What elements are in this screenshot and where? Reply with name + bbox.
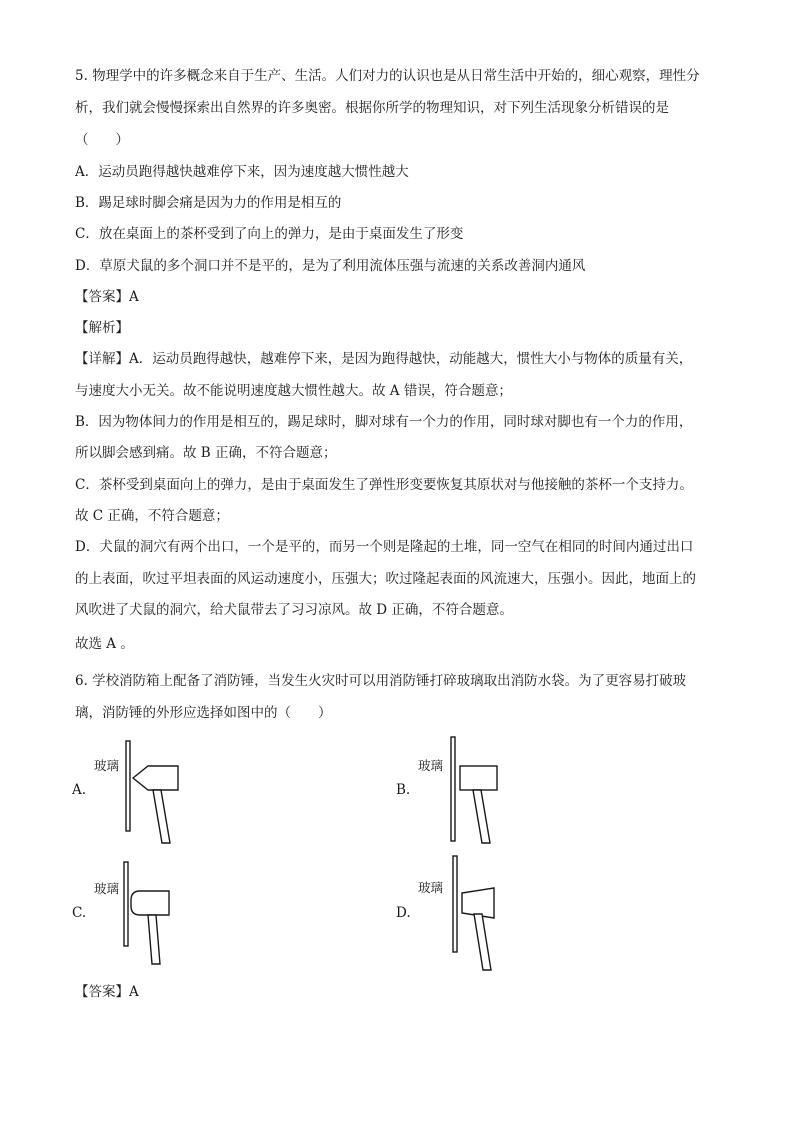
q5-stem-line-1: 5. 物理学中的许多概念来自于生产、生活。人们对力的认识也是从日常生活中开始的，细心观察，理性分 — [75, 68, 700, 84]
q5-detail-line-2: 与速度大小无关。故不能说明速度越大惯性越大。故 A 错误，符合题意； — [75, 383, 512, 399]
glass-label-d: 玻璃 — [418, 880, 444, 895]
q5-detail-line-6: 故 C 正确，不符合题意； — [75, 508, 229, 524]
figure-option-a — [70, 735, 220, 855]
hammer-flat-diagram — [394, 735, 544, 855]
q5-detail-line-10: 故选 A 。 — [75, 636, 134, 652]
figure-option-c — [70, 858, 220, 978]
figure-letter-d: D. — [396, 905, 411, 921]
q5-option-c: C．放在桌面上的茶杯受到了向上的弹力，是由于桌面发生了形变 — [75, 226, 464, 242]
q5-detail-line-8: 的上表面，吹过平坦表面的风运动速度小，压强大；吹过隆起表面的风流速大，压强小。因此，地面上的 — [75, 571, 696, 587]
figure-letter-a: A. — [72, 782, 87, 798]
hammer-rounded-diagram — [70, 858, 220, 978]
q5-detail-line-4: 所以脚会感到痛。故 B 正确，不符合题意； — [75, 445, 337, 461]
figure-letter-b: B. — [396, 782, 411, 798]
figure-option-d — [394, 852, 544, 972]
hammer-pointed-diagram — [70, 735, 220, 855]
hammer-trapezoid-diagram — [394, 852, 544, 972]
q5-option-a: A．运动员跑得越快越难停下来，因为速度越大惯性越大 — [75, 164, 409, 180]
q5-stem-line-2: 析，我们就会慢慢探索出自然界的许多奥密。根据你所学的物理知识，对下列生活现象分析错误的是 — [75, 100, 669, 116]
q5-option-d: D．草原犬鼠的多个洞口并不是平的，是为了利用流体压强与流速的关系改善洞内通风 — [75, 258, 586, 274]
q5-stem-line-3: （ ） — [75, 132, 129, 148]
q5-option-b: B．踢足球时脚会痛是因为力的作用是相互的 — [75, 195, 342, 211]
figure-letter-c: C. — [72, 905, 87, 921]
q6-stem-line-2: 璃，消防锤的外形应选择如图中的（ ） — [75, 705, 332, 721]
q5-detail-line-1: 【详解】A．运动员跑得越快，越难停下来，是因为跑得越快，动能越大，惯性大小与物体的质量有关， — [75, 351, 693, 367]
q5-answer: 【答案】A — [75, 289, 139, 305]
glass-label-c: 玻璃 — [94, 881, 120, 896]
q5-detail-line-7: D．犬鼠的洞穴有两个出口，一个是平的，而另一个则是隆起的土堆，同一空气在相同的时间内通过出口 — [75, 539, 694, 555]
q5-analysis-heading: 【解析】 — [75, 320, 129, 336]
figure-option-b — [394, 735, 544, 855]
q6-answer: 【答案】A — [75, 984, 139, 1000]
q6-stem-line-1: 6. 学校消防箱上配备了消防锤，当发生火灾时可以用消防锤打碎玻璃取出消防水袋。为了更容易打破玻 — [75, 673, 687, 689]
q5-detail-line-5: C．茶杯受到桌面向上的弹力，是由于桌面发生了弹性形变要恢复其原状对与他接触的茶杯一个支持力。 — [75, 477, 693, 493]
q5-detail-line-3: B．因为物体间力的作用是相互的，踢足球时，脚对球有一个力的作用，同时球对脚也有一个力的作用， — [75, 414, 693, 430]
q5-detail-line-9: 风吹进了犬鼠的洞穴，给犬鼠带去了习习凉风。故 D 正确，不符合题意。 — [75, 602, 513, 618]
glass-label-a: 玻璃 — [94, 758, 120, 773]
glass-label-b: 玻璃 — [418, 758, 444, 773]
